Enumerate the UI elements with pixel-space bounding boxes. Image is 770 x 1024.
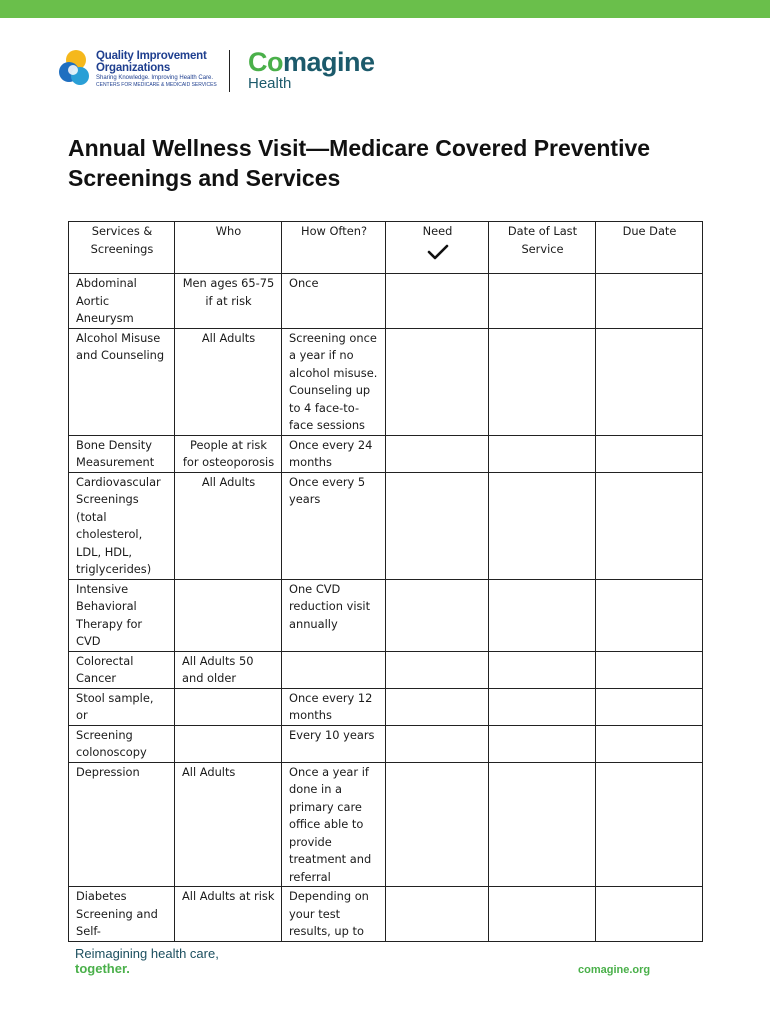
cell-due-date[interactable]: [596, 688, 703, 725]
header-date-last-service: Date of Last Service: [489, 222, 596, 274]
footer-tagline: [75, 946, 219, 976]
cell-due-date[interactable]: [596, 762, 703, 887]
brand-sub: Health: [248, 75, 292, 92]
table-header-row: [69, 222, 703, 274]
cell-how-often: [282, 651, 386, 688]
cell-how-often: Once: [282, 274, 386, 329]
cell-date-last[interactable]: [489, 688, 596, 725]
cell-who: All Adults at risk: [175, 887, 282, 942]
qio-globe-icon: [58, 48, 94, 88]
cell-how-often: Once every 24 months: [282, 435, 386, 472]
cell-need[interactable]: [386, 887, 489, 942]
cell-service: Screening colonoscopy: [69, 725, 175, 762]
qio-logo: [58, 46, 223, 96]
cell-service: Bone Density Measurement: [69, 435, 175, 472]
cell-need[interactable]: [386, 472, 489, 579]
cell-how-often: Every 10 years: [282, 725, 386, 762]
table-row: [69, 435, 703, 472]
cell-need[interactable]: [386, 579, 489, 651]
cell-date-last[interactable]: [489, 435, 596, 472]
cell-service: Stool sample, or: [69, 688, 175, 725]
qio-title-line2: Organizations: [96, 62, 171, 74]
brand-name-prefix: Co: [248, 47, 283, 77]
page-title: Annual Wellness Visit—Medicare Covered Preventive Screenings and Services: [68, 135, 651, 191]
cell-service: Intensive Behavioral Therapy for CVD: [69, 579, 175, 651]
cell-who: All Adults: [175, 762, 282, 887]
cell-need[interactable]: [386, 762, 489, 887]
cell-service: Alcohol Misuse and Counseling: [69, 328, 175, 435]
qio-title-line1: Quality Improvement: [96, 50, 207, 62]
qio-subtagline: CENTERS FOR MEDICARE & MEDICAID SERVICES: [96, 82, 217, 88]
cell-due-date[interactable]: [596, 328, 703, 435]
cell-how-often: Screening once a year if no alcohol misuse. Counseling up to 4 face-to-face sessions: [282, 328, 386, 435]
cell-date-last[interactable]: [489, 725, 596, 762]
cell-date-last[interactable]: [489, 328, 596, 435]
header-need-label: Need: [422, 224, 453, 238]
cell-who: All Adults: [175, 328, 282, 435]
header-services: Services & Screenings: [69, 222, 175, 274]
cell-due-date[interactable]: [596, 274, 703, 329]
cell-need[interactable]: [386, 435, 489, 472]
cell-who: Men ages 65-75 if at risk: [175, 274, 282, 329]
table-row: [69, 274, 703, 329]
cell-need[interactable]: [386, 688, 489, 725]
footer-tagline-line2: together.: [75, 961, 130, 976]
top-color-bar: [0, 0, 770, 18]
footer-tagline-line1: Reimagining health care,: [75, 946, 219, 961]
cell-need[interactable]: [386, 274, 489, 329]
brand-name: [248, 48, 375, 76]
table-row: [69, 651, 703, 688]
table-row: [69, 725, 703, 762]
cell-who: All Adults: [175, 472, 282, 579]
header-need: [386, 222, 489, 274]
footer-url-link[interactable]: comagine.org: [578, 964, 651, 976]
cell-due-date[interactable]: [596, 579, 703, 651]
cell-who: [175, 579, 282, 651]
cell-who: All Adults 50 and older: [175, 651, 282, 688]
cell-who: [175, 688, 282, 725]
cell-due-date[interactable]: [596, 725, 703, 762]
table-row: [69, 328, 703, 435]
cell-due-date[interactable]: [596, 472, 703, 579]
cell-date-last[interactable]: [489, 472, 596, 579]
cell-need[interactable]: [386, 328, 489, 435]
cell-due-date[interactable]: [596, 435, 703, 472]
screenings-table-wrapper: [68, 221, 703, 942]
cell-date-last[interactable]: [489, 579, 596, 651]
qio-tagline: Sharing Knowledge. Improving Health Care.: [96, 75, 214, 81]
cell-service: Depression: [69, 762, 175, 887]
table-row: [69, 762, 703, 887]
table-row: [69, 688, 703, 725]
cell-service: Abdominal Aortic Aneurysm: [69, 274, 175, 329]
cell-how-often: Once every 5 years: [282, 472, 386, 579]
header-how-often: How Often?: [282, 222, 386, 274]
cell-service: Colorectal Cancer: [69, 651, 175, 688]
cell-who: [175, 725, 282, 762]
checkmark-icon: [427, 243, 449, 261]
header-who: Who: [175, 222, 282, 274]
logo-divider: [229, 50, 230, 92]
cell-due-date[interactable]: [596, 887, 703, 942]
cell-date-last[interactable]: [489, 762, 596, 887]
header-due-date: Due Date: [596, 222, 703, 274]
table-row: [69, 887, 703, 942]
cell-how-often: One CVD reduction visit annually: [282, 579, 386, 651]
cell-need[interactable]: [386, 651, 489, 688]
cell-how-often: Once every 12 months: [282, 688, 386, 725]
cell-date-last[interactable]: [489, 651, 596, 688]
cell-due-date[interactable]: [596, 651, 703, 688]
comagine-logo: [248, 48, 375, 92]
cell-service: Diabetes Screening and Self-: [69, 887, 175, 942]
cell-date-last[interactable]: [489, 887, 596, 942]
cell-service: Cardiovascular Screenings (total cholesterol, LDL, HDL, triglycerides): [69, 472, 175, 579]
cell-need[interactable]: [386, 725, 489, 762]
cell-date-last[interactable]: [489, 274, 596, 329]
brand-name-rest: magine: [283, 47, 375, 77]
cell-how-often: Depending on your test results, up to: [282, 887, 386, 942]
screenings-table: [68, 221, 703, 942]
table-row: [69, 472, 703, 579]
cell-how-often: Once a year if done in a primary care office able to provide treatment and referral: [282, 762, 386, 887]
table-row: [69, 579, 703, 651]
cell-who: People at risk for osteoporosis: [175, 435, 282, 472]
